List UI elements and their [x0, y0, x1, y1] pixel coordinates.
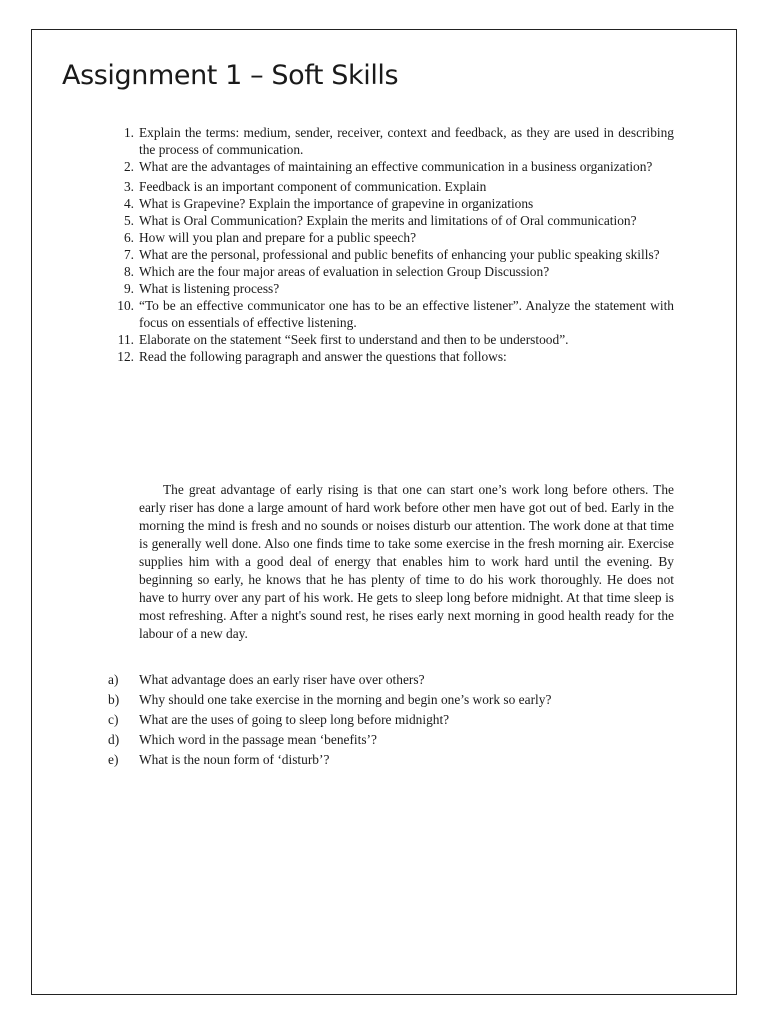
- item-letter: c): [108, 712, 119, 727]
- item-text: Explain the terms: medium, sender, receiver, context and feedback, as they are used in describing the process of communication.: [139, 125, 674, 157]
- item-text: What is Oral Communication? Explain the merits and limitations of of Oral communication?: [139, 213, 637, 228]
- list-item: [108, 731, 674, 748]
- item-letter: e): [108, 752, 119, 767]
- list-item: [108, 178, 674, 195]
- item-text: What advantage does an early riser have over others?: [139, 672, 425, 687]
- list-item: [108, 263, 674, 280]
- item-number: 7.: [123, 247, 134, 262]
- item-text: What are the advantages of maintaining an effective communication in a business organization?: [139, 159, 653, 174]
- item-text: What is the noun form of ‘disturb’?: [139, 752, 330, 767]
- item-text: Elaborate on the statement “Seek first to understand and then to be understood”.: [139, 332, 569, 347]
- item-text: Which word in the passage mean ‘benefits’?: [139, 732, 377, 747]
- item-number: 6.: [123, 230, 134, 245]
- item-text: Feedback is an important component of communication. Explain: [139, 179, 487, 194]
- list-item: [108, 229, 674, 246]
- item-number: 8.: [123, 264, 134, 279]
- list-item: [108, 711, 674, 728]
- item-text: What are the uses of going to sleep long before midnight?: [139, 712, 450, 727]
- item-text: Which are the four major areas of evaluation in selection Group Discussion?: [139, 264, 550, 279]
- list-item: [108, 280, 674, 297]
- item-text: What are the personal, professional and public benefits of enhancing your public speaking skills?: [139, 247, 660, 262]
- question-list: [108, 124, 674, 365]
- list-item: [108, 671, 674, 688]
- page-title: Assignment 1 – Soft Skills: [62, 60, 399, 91]
- item-text: Read the following paragraph and answer the questions that follows:: [139, 349, 507, 364]
- item-number: 11.: [117, 332, 134, 347]
- item-text: What is listening process?: [139, 281, 280, 296]
- item-text: What is Grapevine? Explain the importance of grapevine in organizations: [139, 196, 534, 211]
- list-item: [108, 246, 674, 263]
- item-number: 12.: [117, 349, 134, 364]
- list-item: [108, 331, 674, 348]
- list-item: [108, 195, 674, 212]
- list-item: [108, 297, 674, 331]
- item-number: 1.: [123, 125, 134, 140]
- list-item: [108, 691, 674, 708]
- item-text: How will you plan and prepare for a public speech?: [139, 230, 417, 245]
- item-text: Why should one take exercise in the morning and begin one’s work so early?: [139, 692, 552, 707]
- list-item: [108, 348, 674, 365]
- list-item: [108, 124, 674, 158]
- item-letter: b): [108, 692, 120, 707]
- item-number: 4.: [123, 196, 134, 211]
- list-item: [108, 158, 674, 175]
- item-letter: a): [108, 672, 119, 687]
- list-item: [108, 751, 674, 768]
- item-number: 10.: [117, 298, 134, 313]
- item-number: 9.: [123, 281, 134, 296]
- item-letter: d): [108, 732, 120, 747]
- item-number: 2.: [123, 159, 134, 174]
- item-text: “To be an effective communicator one has to be an effective listener”. Analyze the statement with focus on essentials of effective listening.: [139, 298, 674, 330]
- comprehension-question-list: [108, 671, 674, 771]
- item-number: 5.: [123, 213, 134, 228]
- item-number: 3.: [123, 179, 134, 194]
- list-item: [108, 212, 674, 229]
- reading-passage: The great advantage of early rising is that one can start one’s work long before others. The early riser has done a large amount of hard work before other men have got out of bed. Early in the morning the mind is fresh and no sounds or noises disturb our attention. The work done at that time is generally well done. Also one finds time to take some exercise in the fresh morning air. Exercise supplies him with a good deal of energy that enables him to work hard until the evening. By beginning so early, he knows that he has plenty of time to do his work thoroughly. He does not have to hurry over any part of his work. He gets to sleep long before midnight. At that time sleep is most refreshing. After a night's sound rest, he rises early next morning in good health ready for the labour of a new day.: [139, 482, 674, 641]
